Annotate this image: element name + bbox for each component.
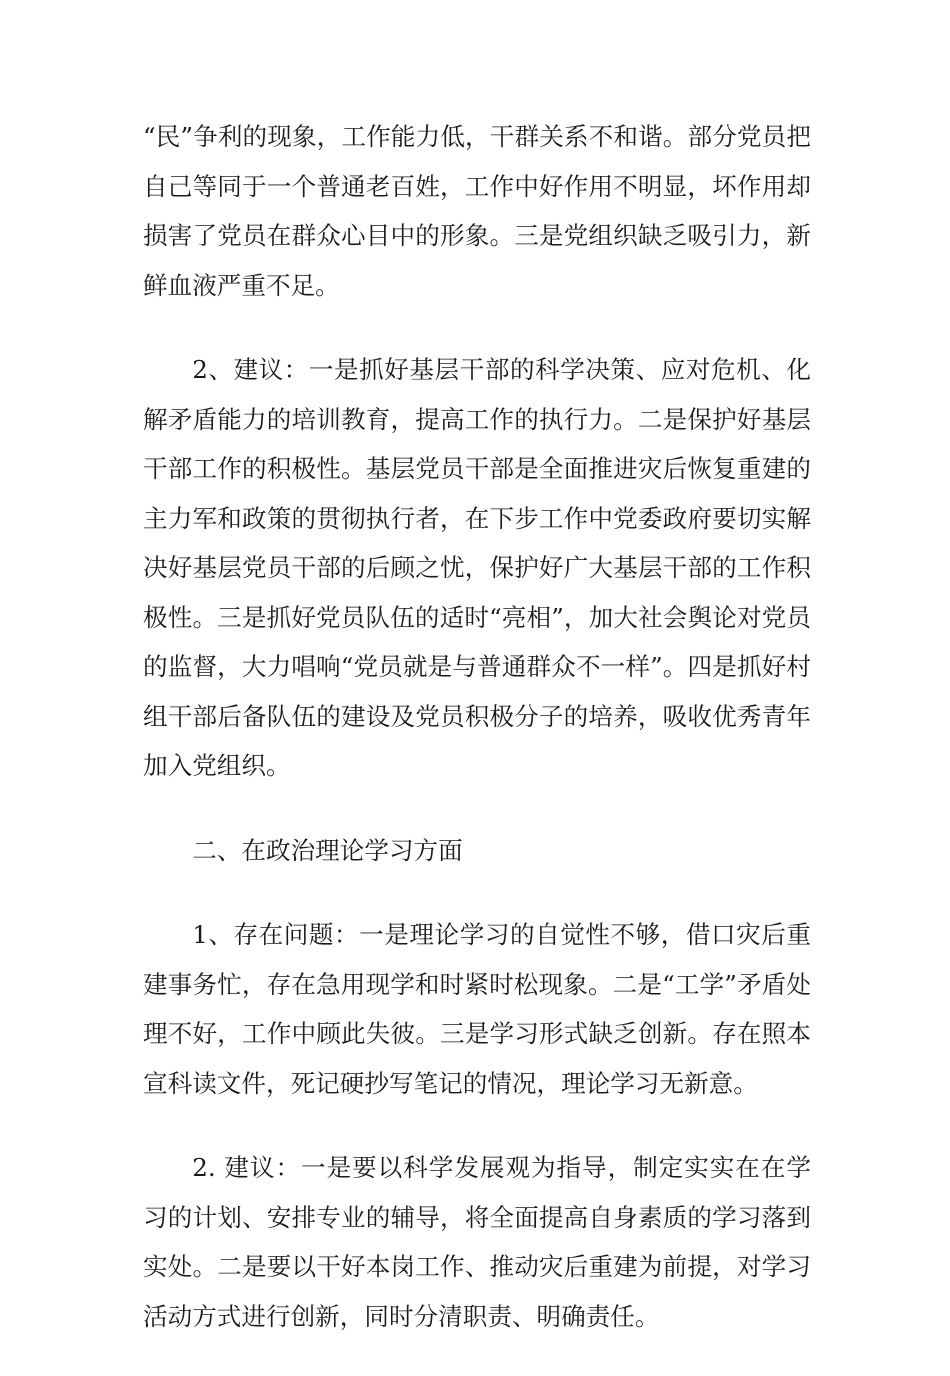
- paragraph-suggestion-1: 2、建议：一是抓好基层干部的科学决策、应对危机、化解矛盾能力的培训教育，提高工作的执行力。二是保护好基层干部工作的积极性。基层党员干部是全面推进灾后恢复重建的主力军和政策的贯彻执行者，在下步工作中党委政府要切实解决好基层党员干部的后顾之忧，保护好广大基层干部的工作积极性。三是抓好党员队伍的适时“亮相”，加大社会舆论对党员的监督，大力唱响“党员就是与普通群众不一样”。四是抓好村组干部后备队伍的建设及党员积极分子的培养，吸收优秀青年加入党组织。: [143, 355, 811, 780]
- paragraph-continuation: “民”争利的现象，工作能力低，干群关系不和谐。部分党员把自己等同于一个普通老百姓，工作中好作用不明显，坏作用却损害了党员在群众心目中的形象。三是党组织缺乏吸引力，新鲜血液严重不足。: [143, 122, 811, 300]
- document-body: [143, 112, 811, 1376]
- section-heading-political-theory: 二、在政治理论学习方面: [192, 835, 463, 865]
- paragraph-suggestion-2: 2. 建议：一是要以科学发展观为指导，制定实实在在学习的计划、安排专业的辅导，将全面提高自身素质的学习落到实处。二是要以干好本岗工作、推动灾后重建为前提，对学习活动方式进行创新，同时分清职责、明确责任。: [143, 1153, 811, 1331]
- paragraph-problems: 1、存在问题：一是理论学习的自觉性不够，借口灾后重建事务忙，存在急用现学和时紧时松现象。二是“工学”矛盾处理不好，工作中顾此失彼。三是学习形式缺乏创新。存在照本宣科读文件，死记硬抄写笔记的情况，理论学习无新意。: [143, 920, 811, 1098]
